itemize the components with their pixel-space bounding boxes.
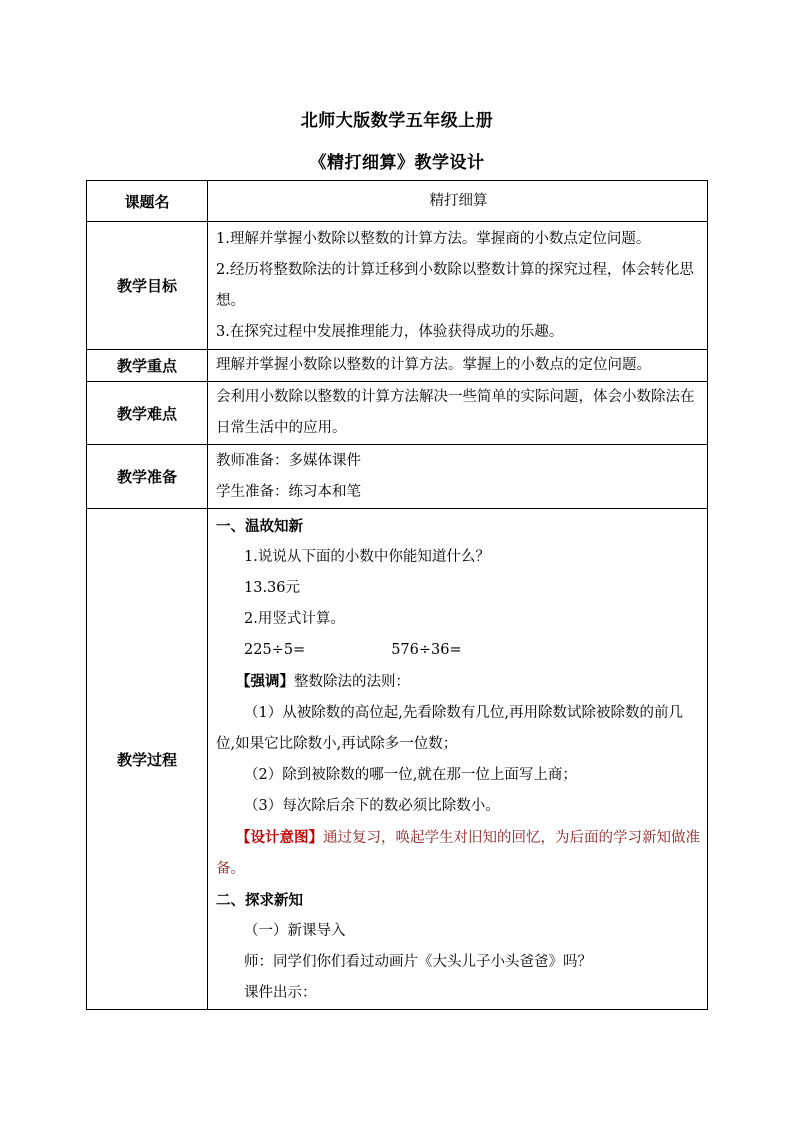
section2-title: 二、探求新知 xyxy=(216,892,303,909)
intent-text: 通过复习，唤起学生对旧知的回忆，为后面的学习新知做准备。 xyxy=(216,830,700,877)
row-preparation xyxy=(87,445,708,509)
calc-line xyxy=(216,635,701,666)
calc-1: 225÷5= xyxy=(244,642,306,658)
process-label: 教学过程 xyxy=(87,509,208,1010)
row-key-point xyxy=(87,350,708,382)
key-point-value: 理解并掌握小数除以整数的计算方法。掌握上的小数点的定位问题。 xyxy=(208,350,708,382)
show-line: 课件出示： xyxy=(244,985,317,1001)
topic-value: 精打细算 xyxy=(208,181,708,222)
preparation-content xyxy=(208,445,708,509)
row-goals xyxy=(87,222,708,350)
emphasis-line xyxy=(216,666,701,698)
document-subtitle: 《精打细算》教学设计 xyxy=(309,153,485,173)
rule-1: （1）从被除数的高位起,先看除数有几位,再用除数试除被除数的前几位,如果它比除数小,再试除多一位数； xyxy=(216,705,683,752)
question-2: 2.用竖式计算。 xyxy=(244,611,345,627)
student-prep: 学生准备：练习本和笔 xyxy=(216,483,361,500)
teacher-prep: 教师准备：多媒体课件 xyxy=(216,452,361,469)
emphasis-text: 整数除法的法则： xyxy=(294,674,410,690)
lesson-plan-table xyxy=(86,180,708,1010)
rule-2: （2）除到被除数的哪一位,就在那一位上面写上商； xyxy=(244,767,577,783)
emphasis-tag: 【强调】 xyxy=(236,673,294,690)
calc-2: 576÷36= xyxy=(391,642,462,658)
section1-title: 一、温故知新 xyxy=(216,518,303,535)
design-intent xyxy=(216,822,701,885)
difficulty-value: 会利用小数除以整数的计算方法解决一些简单的实际问题，体会小数除法在日常生活中的应用。 xyxy=(208,382,708,445)
goal-item-2: 2.经历将整数除法的计算迁移到小数除以整数计算的探究过程，体会转化思想。 xyxy=(216,261,694,309)
intent-tag: 【设计意图】 xyxy=(236,829,323,846)
goal-item-1: 1.理解并掌握小数除以整数的计算方法。掌握商的小数点定位问题。 xyxy=(216,230,651,247)
sub-section-1: （一）新课导入 xyxy=(244,923,346,939)
preparation-label: 教学准备 xyxy=(87,445,208,509)
row-topic xyxy=(87,181,708,222)
topic-label: 课题名 xyxy=(87,181,208,222)
process-content xyxy=(208,509,708,1010)
row-process xyxy=(87,509,708,1010)
question-1-value: 13.36元 xyxy=(244,580,301,596)
row-difficulty xyxy=(87,382,708,445)
key-point-label: 教学重点 xyxy=(87,350,208,382)
goals-label: 教学目标 xyxy=(87,222,208,350)
document-title: 北师大版数学五年级上册 xyxy=(300,111,494,131)
teacher-line: 师：同学们你们看过动画片《大头儿子小头爸爸》吗？ xyxy=(244,954,592,970)
question-1: 1.说说从下面的小数中你能知道什么？ xyxy=(244,549,490,565)
goals-content xyxy=(208,222,708,350)
rule-3: （3）每次除后余下的数必须比除数小。 xyxy=(244,798,500,814)
difficulty-label: 教学难点 xyxy=(87,382,208,445)
goal-item-3: 3.在探究过程中发展推理能力，体验获得成功的乐趣。 xyxy=(216,323,564,340)
